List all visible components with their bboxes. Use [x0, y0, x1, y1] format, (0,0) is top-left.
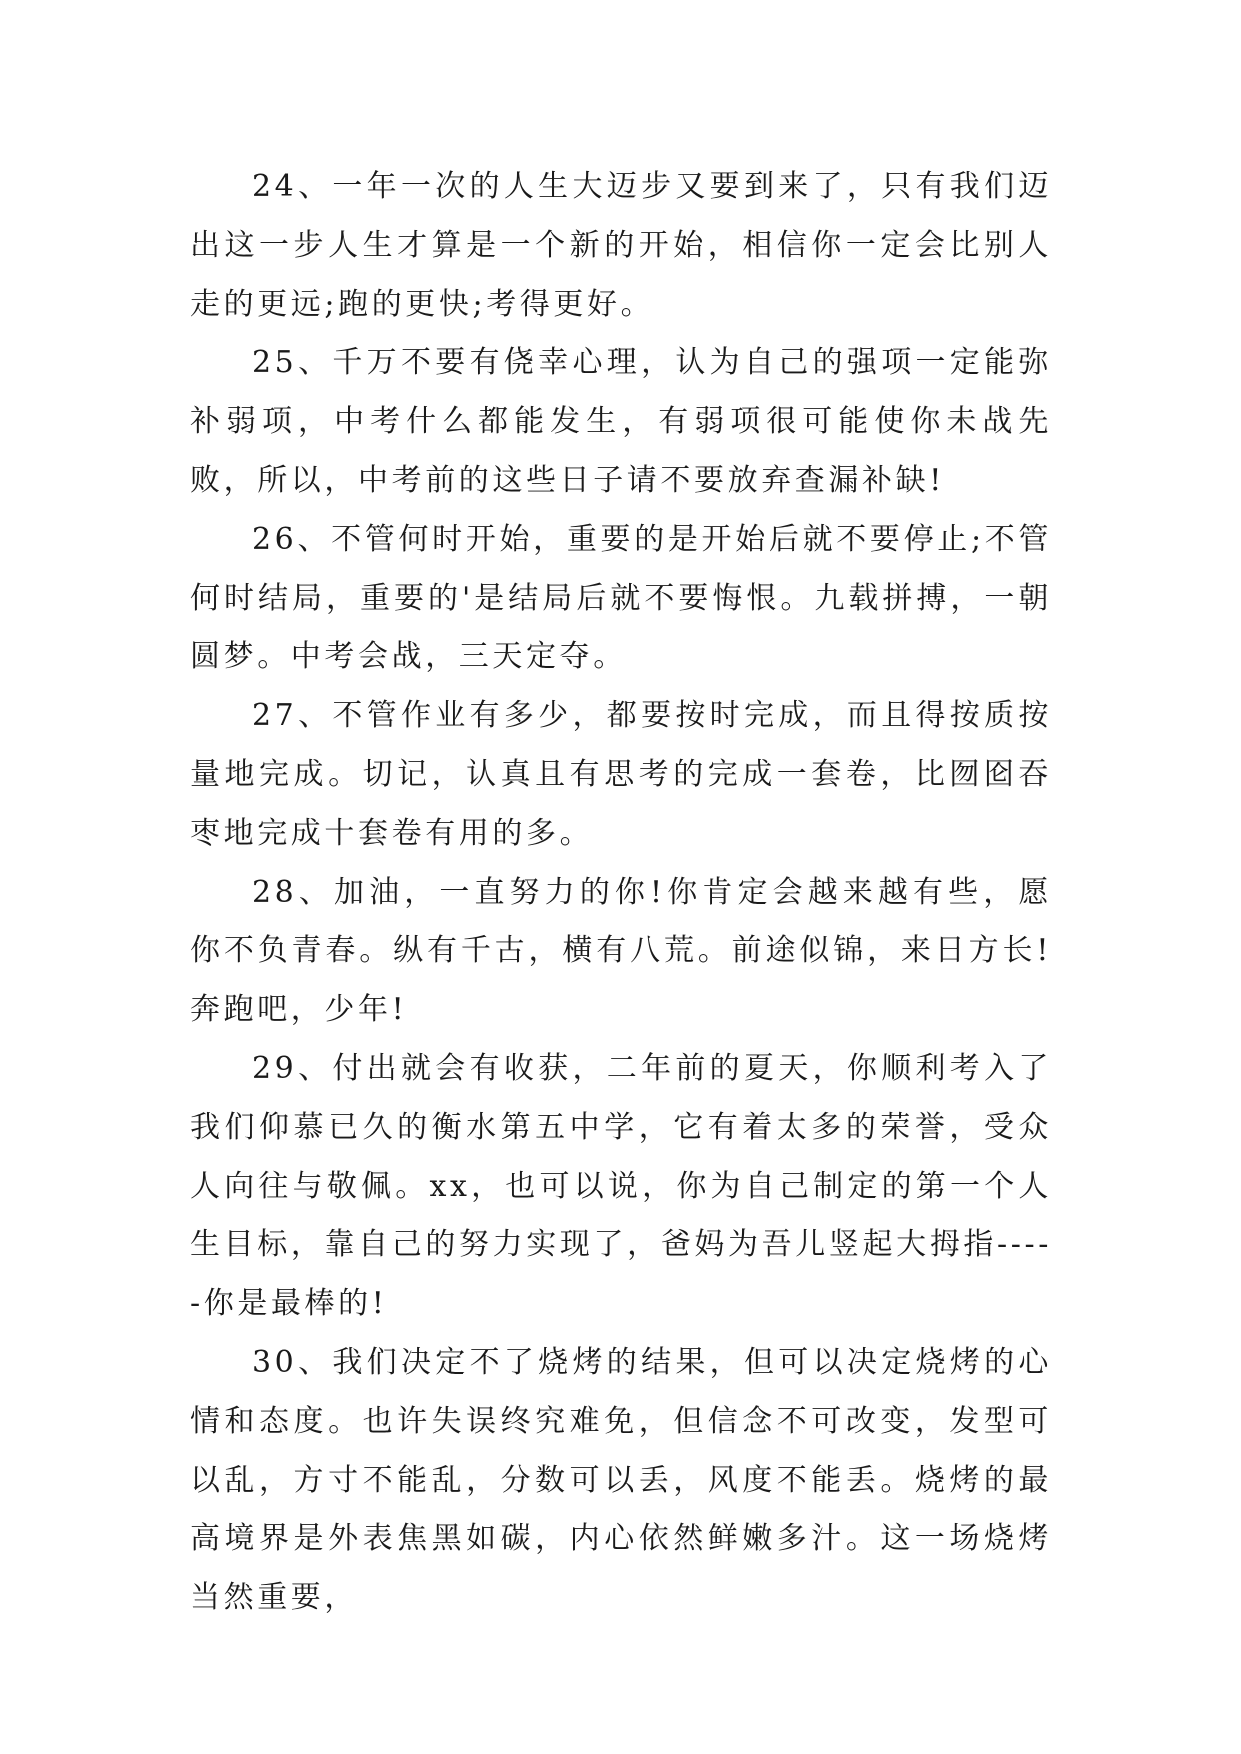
paragraph-27: 27、不管作业有多少，都要按时完成，而且得按质按量地完成。切记，认真且有思考的完成一套卷，比囫囵吞枣地完成十套卷有用的多。: [190, 698, 1052, 851]
paragraph-25: 25、千万不要有侥幸心理，认为自己的强项一定能弥补弱项，中考什么都能发生，有弱项很可能使你未战先败，所以，中考前的这些日子请不要放弃查漏补缺!: [190, 345, 1052, 498]
paragraph-30: 30、我们决定不了烧烤的结果，但可以决定烧烤的心情和态度。也许失误终究难免，但信念不可改变，发型可以乱，方寸不能乱，分数可以丢，风度不能丢。烧烤的最高境界是外表焦黑如碳，内心依然鲜嫩多汁。这一场烧烤当然重要，: [190, 1344, 1052, 1616]
paragraph-26: 26、不管何时开始，重要的是开始后就不要停止;不管何时结局，重要的'是结局后就不要悔恨。九载拼搏，一朝圆梦。中考会战，三天定夺。: [190, 521, 1052, 675]
document-body: [190, 158, 1052, 1628]
paragraph-28: 28、加油，一直努力的你!你肯定会越来越有些，愿你不负青春。纵有千古，横有八荒。前途似锦，来日方长!奔跑吧，少年!: [190, 874, 1052, 1028]
paragraph-24: 24、一年一次的人生大迈步又要到来了，只有我们迈出这一步人生才算是一个新的开始，相信你一定会比别人走的更远;跑的更快;考得更好。: [190, 169, 1052, 322]
paragraph-29: 29、付出就会有收获，二年前的夏天，你顺利考入了我们仰慕已久的衡水第五中学，它有着太多的荣誉，受众人向往与敬佩。xx，也可以说，你为自己制定的第一个人生目标，靠自己的努力实现了，爸妈为吾儿竖起大拇指-----你是最棒的!: [190, 1050, 1052, 1322]
